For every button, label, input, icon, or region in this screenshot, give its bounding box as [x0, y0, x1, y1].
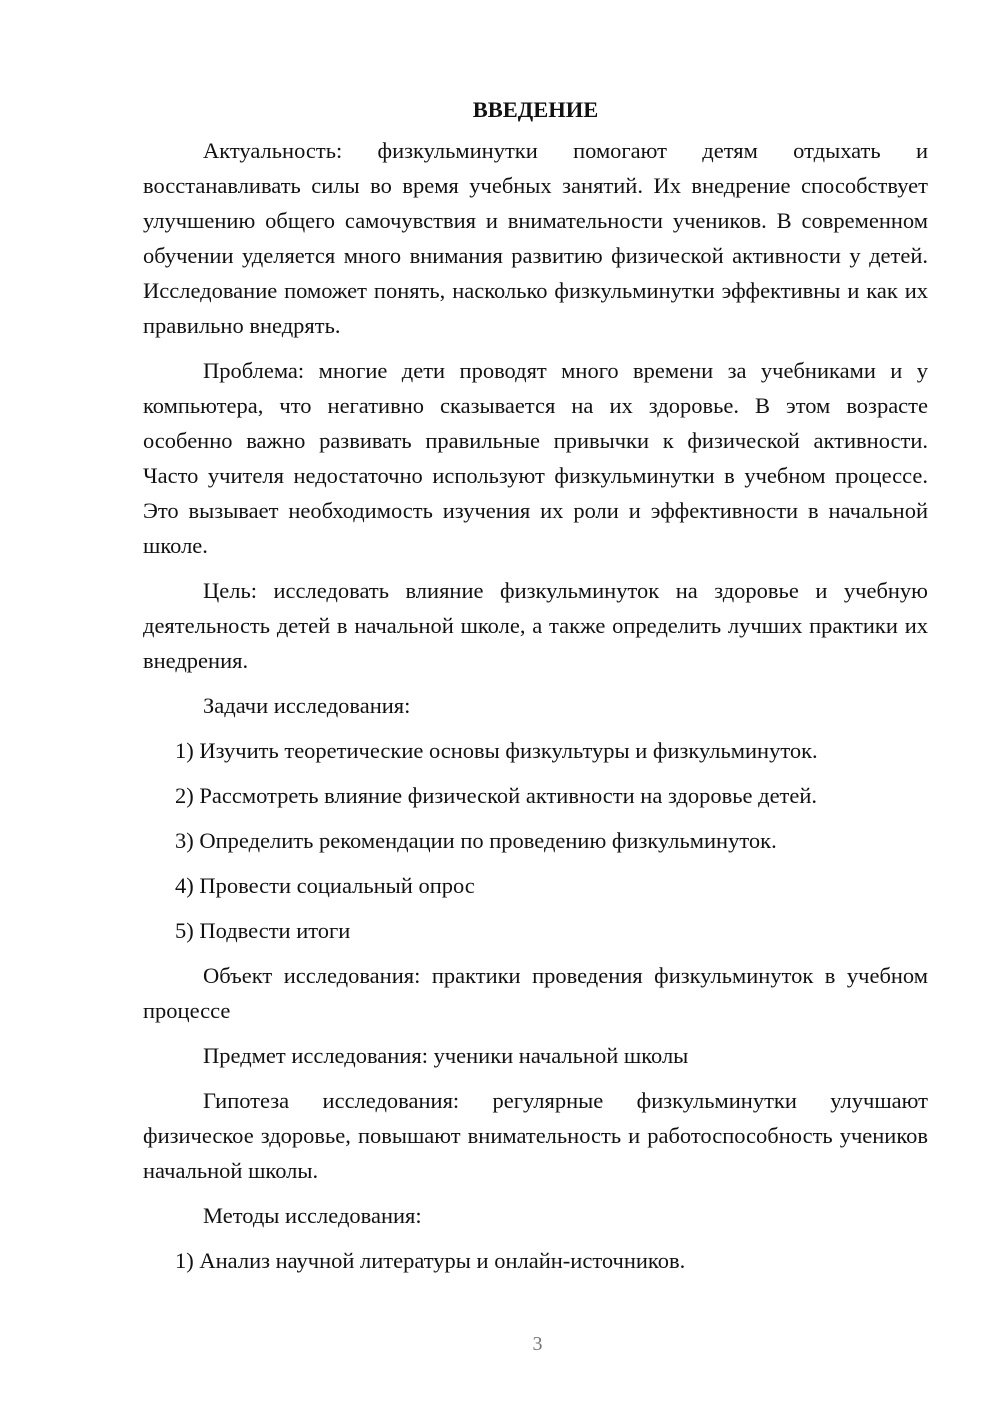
section-title: ВВЕДЕНИЕ	[472, 97, 599, 122]
paragraph-goal: Цель: исследовать влияние физкульминуток на здоровье и учебную деятельность детей в начальной школе, а также определить лучших практики их внедрения.	[143, 578, 928, 673]
task-item: 1) Изучить теоретические основы физкультуры и физкульминуток.	[175, 738, 818, 763]
methods-heading: Методы исследования:	[203, 1203, 422, 1228]
task-item: 3) Определить рекомендации по проведению физкульминуток.	[175, 828, 777, 853]
paragraph-hypothesis: Гипотеза исследования: регулярные физкульминутки улучшают физическое здоровье, повышают внимательность и работоспособность учеников начальной школы.	[143, 1088, 928, 1183]
paragraph-object: Объект исследования: практики проведения физкульминуток в учебном процессе	[143, 963, 928, 1023]
tasks-heading: Задачи исследования:	[203, 693, 411, 718]
paragraph-subject: Предмет исследования: ученики начальной школы	[203, 1043, 689, 1068]
page-number: 3	[532, 1333, 543, 1355]
task-item: 4) Провести социальный опрос	[175, 873, 475, 898]
page-content	[143, 92, 928, 1288]
task-item: 2) Рассмотреть влияние физической активности на здоровье детей.	[175, 783, 818, 808]
method-item: 1) Анализ научной литературы и онлайн-источников.	[175, 1248, 686, 1273]
task-item: 5) Подвести итоги	[175, 918, 351, 943]
paragraph-problem: Проблема: многие дети проводят много времени за учебниками и у компьютера, что негативно сказывается на их здоровье. В этом возрасте особенно важно развивать правильные привычки к физической активности. Часто учителя недостаточно используют физкульминутки в учебном процессе. Это вызывает необходимость изучения их роли и эффективности в начальной школе.	[143, 358, 928, 558]
paragraph-relevance: Актуальность: физкульминутки помогают детям отдыхать и восстанавливать силы во время учебных занятий. Их внедрение способствует улучшению общего самочувствия и внимательности учеников. В современном обучении уделяется много внимания развитию физической активности у детей. Исследование поможет понять, насколько физкульминутки эффективны и как их правильно внедрять.	[143, 138, 928, 338]
